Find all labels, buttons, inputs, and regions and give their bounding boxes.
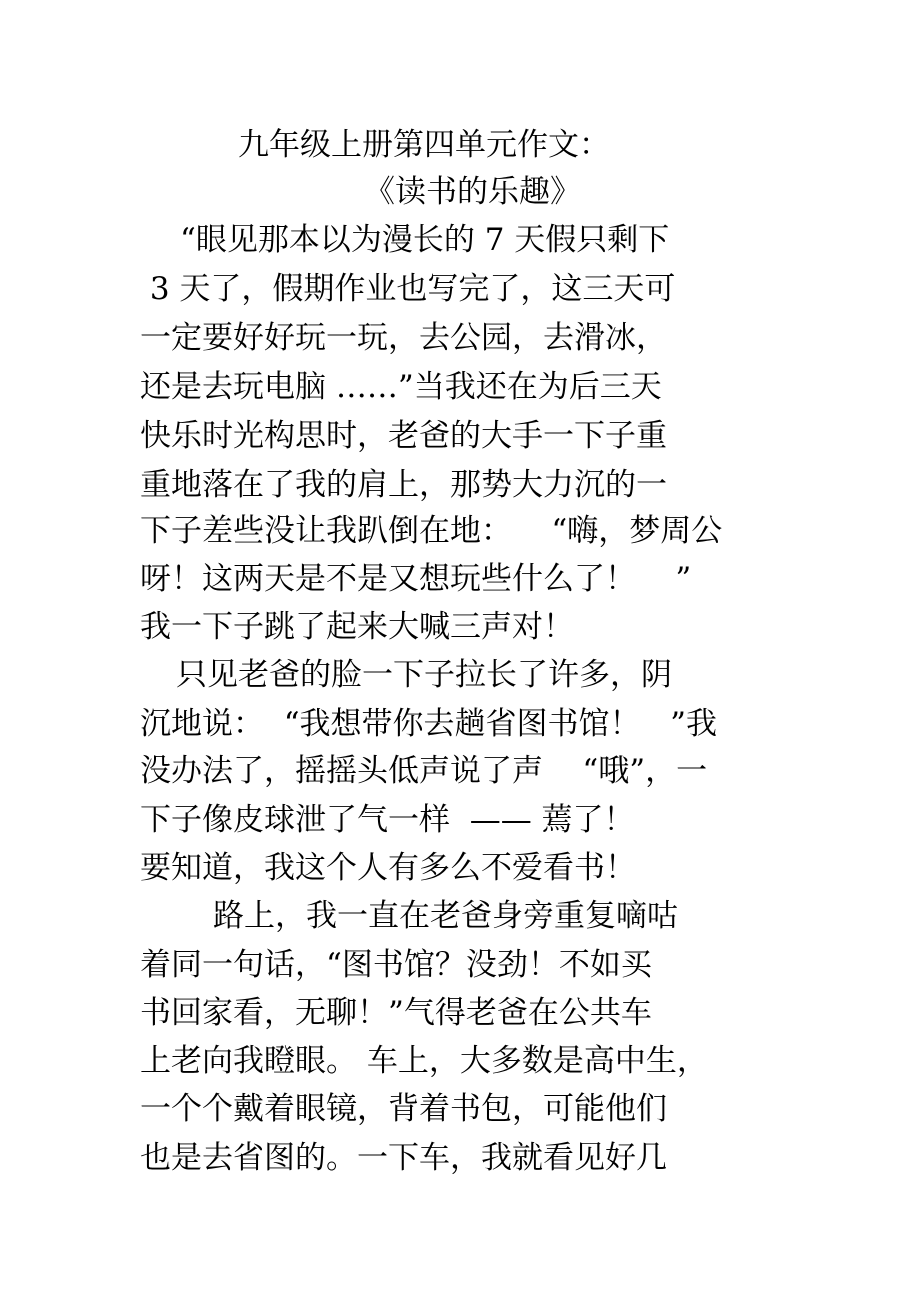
body-line: 路上，我一直在老爸身旁重复嘀咕 xyxy=(213,898,678,934)
body-line: 上老向我瞪眼。 车上，大多数是高中生， xyxy=(140,1043,708,1079)
body-line: 还是去玩电脑 ……”当我还在为后三天 xyxy=(140,369,662,405)
body-line: 书回家看，无聊！”气得老爸在公共车 xyxy=(140,995,652,1031)
body-line: 重地落在了我的肩上，那势大力沉的一 xyxy=(140,467,667,503)
body-line: 我一下子跳了起来大喊三声对！ xyxy=(140,609,574,645)
body-line: 下子像皮球泄了气一样 —— 蔫了！ xyxy=(140,802,635,838)
body-line: 只见老爸的脸一下子拉长了许多，阴 xyxy=(176,657,672,693)
body-line: 快乐时光构思时，老爸的大手一下子重 xyxy=(140,418,667,454)
body-line: 下子差些没让我趴倒在地： “嗨，梦周公 xyxy=(140,513,723,549)
essay-title-line-1: 九年级上册第四单元作文： xyxy=(238,127,610,163)
essay-title-line-2: 《读书的乐趣》 xyxy=(364,174,581,210)
body-line: 着同一句话，“图书馆？没劲！不如买 xyxy=(140,947,652,983)
body-line: 沉地说： “我想带你去趟省图书馆！ ”我 xyxy=(140,706,717,742)
body-line: “眼见那本以为漫长的 7 天假只剩下 xyxy=(180,222,670,258)
body-line: 一定要好好玩一玩，去公园，去滑冰， xyxy=(140,320,667,356)
body-line: 也是去省图的。一下车，我就看见好几 xyxy=(140,1140,667,1176)
body-line: 呀！这两天是不是又想玩些什么了！ ” xyxy=(140,561,692,597)
body-line: 一个个戴着眼镜，背着书包，可能他们 xyxy=(140,1091,667,1127)
body-line: 要知道，我这个人有多么不爱看书！ xyxy=(140,850,636,886)
body-line: 3 天了，假期作业也写完了，这三天可 xyxy=(140,271,676,307)
body-line: 没办法了，摇摇头低声说了声 “哦”，一 xyxy=(140,753,708,789)
